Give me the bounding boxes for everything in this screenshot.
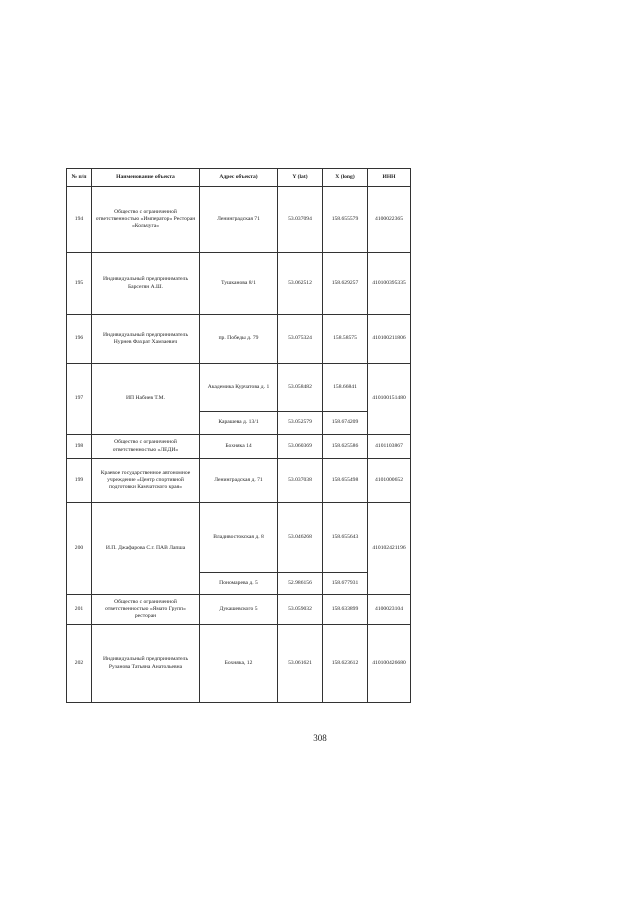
cell-lat: 53.060369 [278, 435, 323, 459]
cell-lat: 53.061621 [278, 625, 323, 703]
cell-address: Владивостокская д. 8 [200, 503, 278, 573]
cell-num: 198 [67, 435, 92, 459]
table-row [67, 315, 411, 364]
cell-lat: 53.037038 [278, 459, 323, 503]
table-row [67, 503, 411, 573]
cell-lon: 158.674209 [323, 412, 368, 435]
table-row [67, 459, 411, 503]
header-num: № п/п [67, 169, 92, 187]
cell-lon: 158.66841 [323, 364, 368, 412]
table-row [67, 364, 411, 412]
cell-name: Общество с ограниченной ответственностью «Ямато Групп» ресторан [92, 595, 200, 625]
header-name: Наименование объекта [92, 169, 200, 187]
cell-num: 197 [67, 364, 92, 435]
table-row [67, 595, 411, 625]
cell-address: Бохняка 14 [200, 435, 278, 459]
cell-num: 194 [67, 187, 92, 253]
cell-inn: 4101000652 [368, 459, 411, 503]
cell-num: 199 [67, 459, 92, 503]
table-row [67, 253, 411, 315]
cell-inn: 410100211806 [368, 315, 411, 364]
cell-address: Карашева д. 13/1 [200, 412, 278, 435]
cell-lat: 53.062512 [278, 253, 323, 315]
cell-name: Краевое государственное автономное учреждение «Центр спортивной подготовки Камчатского края» [92, 459, 200, 503]
cell-name: Индивидуальный предприниматель Барсегян А.Ш. [92, 253, 200, 315]
cell-inn: 410100395335 [368, 253, 411, 315]
cell-name: Общество с ограниченной ответственностью «Император» Ресторан «Кольчуга» [92, 187, 200, 253]
cell-num: 200 [67, 503, 92, 595]
cell-inn: 410100426680 [368, 625, 411, 703]
cell-lon: 158.655643 [323, 503, 368, 573]
cell-address: Тушканова 8/1 [200, 253, 278, 315]
cell-lat: 53.046268 [278, 503, 323, 573]
cell-num: 195 [67, 253, 92, 315]
cell-address: пр. Победы д. 79 [200, 315, 278, 364]
cell-inn: 4101103867 [368, 435, 411, 459]
cell-lon: 158.623612 [323, 625, 368, 703]
cell-lat: 53.037094 [278, 187, 323, 253]
table-row [67, 435, 411, 459]
header-address: Адрес объекта) [200, 169, 278, 187]
objects-table [66, 168, 411, 703]
cell-inn: 4100023104 [368, 595, 411, 625]
cell-name: Индивидуальный предприниматель Нурнев Фахрат Хамзаевич [92, 315, 200, 364]
cell-num: 201 [67, 595, 92, 625]
cell-num: 196 [67, 315, 92, 364]
cell-lon: 158.629257 [323, 253, 368, 315]
table-row [67, 625, 411, 703]
cell-address: Академика Курчатова д. 1 [200, 364, 278, 412]
cell-name: Индивидуальный предприниматель Рузанова Татьяна Анатольевна [92, 625, 200, 703]
cell-lat: 53.052579 [278, 412, 323, 435]
header-lon: X (long) [323, 169, 368, 187]
cell-lat: 53.059032 [278, 595, 323, 625]
cell-address: Ленинградская 71 [200, 187, 278, 253]
cell-name: Общество с ограниченной ответственностью «ЛЕДИ» [92, 435, 200, 459]
cell-name: И.П. Джафарова С.г. ПАВ Лапша [92, 503, 200, 595]
header-inn: ИНН [368, 169, 411, 187]
cell-address: Бохняка, 12 [200, 625, 278, 703]
cell-inn: 410100151480 [368, 364, 411, 435]
page-number: 308 [313, 733, 327, 743]
header-lat: Y (lat) [278, 169, 323, 187]
cell-name: ИП Набиев Т.М. [92, 364, 200, 435]
cell-lon: 158.655579 [323, 187, 368, 253]
cell-lon: 158.625586 [323, 435, 368, 459]
table-header-row [67, 169, 411, 187]
cell-lon: 158.633899 [323, 595, 368, 625]
cell-num: 202 [67, 625, 92, 703]
cell-lat: 53.075324 [278, 315, 323, 364]
table-row [67, 187, 411, 253]
cell-lat: 52.986156 [278, 573, 323, 595]
cell-lon: 158.677931 [323, 573, 368, 595]
cell-address: Пономарева д. 5 [200, 573, 278, 595]
cell-inn: 4100022365 [368, 187, 411, 253]
cell-lon: 158.58575 [323, 315, 368, 364]
cell-inn: 410102421196 [368, 503, 411, 595]
cell-address: Дукашевского 5 [200, 595, 278, 625]
cell-lat: 53.058482 [278, 364, 323, 412]
cell-address: Ленинградская д. 71 [200, 459, 278, 503]
cell-lon: 158.655498 [323, 459, 368, 503]
